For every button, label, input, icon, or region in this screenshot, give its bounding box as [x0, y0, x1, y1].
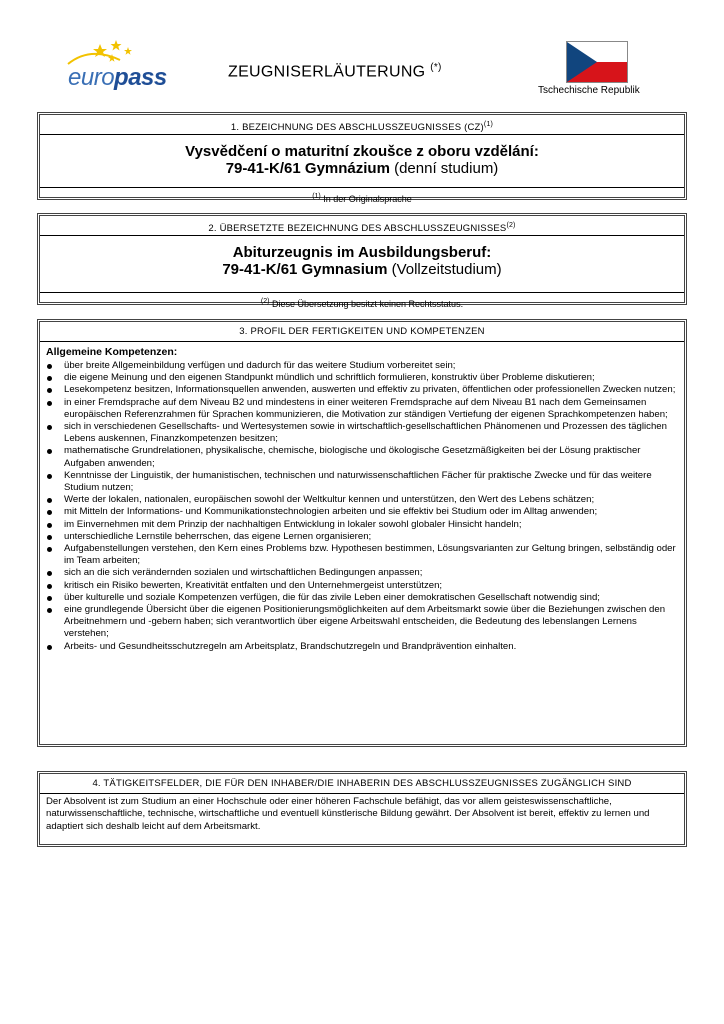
list-item: über kulturelle und soziale Kompetenzen verfügen, die für das zivile Leben einer demokratischen Gesellschaft notwendig sind; [56, 592, 678, 604]
logo-part1: euro [68, 64, 115, 91]
section-3-heading: 3. PROFIL DER FERTIGKEITEN UND KOMPETENZEN [40, 322, 684, 342]
section-3-subheading: Allgemeine Kompetenzen: [46, 346, 178, 358]
section-4-heading: 4. TÄTIGKEITSFELDER, DIE FÜR DEN INHABER/DIE INHABERIN DES ABSCHLUSSZEUGNISSES ZUGÄNGLICH SIND [40, 774, 684, 794]
list-item: über breite Allgemeinbildung verfügen und dadurch für das weitere Studium vorbereitet sein; [56, 360, 678, 372]
bullet-icon [47, 523, 52, 528]
bullet-icon [47, 596, 52, 601]
bullet-icon [47, 547, 52, 552]
section-2-heading: 2. ÜBERSETZTE BEZEICHNUNG DES ABSCHLUSSZEUGNISSES$^{(2)}$ [40, 216, 684, 236]
list-item: Werte der lokalen, nationalen, europäischen sowohl der Weltkultur kennen und unterstützen, den Wert des Lebens schätzen; [56, 494, 678, 506]
list-item: die eigene Meinung und den eigenen Standpunkt mündlich und schriftlich formulieren, konstruktiv über Probleme diskutieren; [56, 372, 678, 384]
logo-part2: pass [114, 64, 167, 91]
bullet-icon [47, 364, 52, 369]
list-item: mit Mitteln der Informations- und Kommunikationstechnologien arbeiten und sie effektiv bei Studium oder im Alltag anwenden; [56, 506, 678, 518]
country-label: Tschechische Republik [538, 85, 640, 96]
list-item: Aufgabenstellungen verstehen, den Kern eines Problems bzw. Hypothesen bestimmen, Lösungsvarianten zur Geltung bringen, selbständig oder im Team arbeiten; [56, 543, 678, 567]
bullet-icon [47, 425, 52, 430]
section-2-title [40, 236, 684, 292]
bullet-icon [47, 535, 52, 540]
bullet-icon [47, 498, 52, 503]
bullet-icon [47, 388, 52, 393]
list-item: Kenntnisse der Linguistik, der humanistischen, technischen und naturwissenschaftlichen Fächer für praktische Zwecke und für das weitere Studium nutzen; [56, 470, 678, 494]
list-item: Lesekompetenz besitzen, Informationsquellen anwenden, auswerten und effektiv zu privaten, öffentlichen oder professionellen Zwecken nutzen; [56, 384, 678, 396]
list-item: mathematische Grundrelationen, physikalische, chemische, biologische und ökologische Gesetzmäßigkeiten bei der Lösung praktischer Aufgaben anwenden; [56, 445, 678, 469]
section-1-line1: Vysvědčení o maturitní zkoušce z oboru vzdělání: [185, 143, 539, 160]
section-1-heading: 1. BEZEICHNUNG DES ABSCHLUSSZEUGNISSES (CZ)$^{(1)}$ [40, 115, 684, 135]
section-2-line2: 79-41-K/61 Gymnasium (Vollzeitstudium) [222, 261, 502, 278]
list-item: unterschiedliche Lernstile beherrschen, das eigene Lernen organisieren; [56, 531, 678, 543]
list-item: Arbeits- und Gesundheitsschutzregeln am Arbeitsplatz, Brandschutzregeln und Brandprävention einhalten. [56, 641, 678, 653]
bullet-icon [47, 645, 52, 650]
section-1-footnote: $^{(1)}$ In der Originalsprache [40, 187, 684, 205]
section-4-box [37, 771, 687, 847]
section-4-text: Der Absolvent ist zum Studium an einer Hochschule oder einer höheren Fachschule befähigt, das vor allem geisteswissenschaftliche, naturwissenschaftliche, technische, wirtschaftliche und eventuell künstlerische Bildung gewährt. Der Absolvent ist bereit, effektiv zu lernen und adaptiert sich deshalb leicht auf dem Arbeitsmarkt. [46, 796, 650, 832]
list-item: sich an die sich verändernden sozialen und wirtschaftlichen Bedingungen anpassen; [56, 567, 678, 579]
czech-flag-icon [566, 41, 628, 83]
bullet-icon [47, 571, 52, 576]
section-2-box [37, 213, 687, 309]
bullet-icon [47, 510, 52, 515]
section-1-title [40, 135, 684, 187]
section-1-line2: 79-41-K/61 Gymnázium (denní studium) [225, 160, 499, 177]
list-item: eine grundlegende Übersicht über die eigenen Positionierungsmöglichkeiten auf dem Arbeitsmarkt sowie über die Beziehungen zwischen den Arbeitnehmern und -gebern haben; sich verantwortlich über eigene Arbeitswahl entscheiden, die Bedeutung des lebenslangen Lernens verstehen; [56, 604, 678, 641]
bullet-icon [47, 376, 52, 381]
title-mark: (*) [430, 62, 442, 73]
bullet-icon [47, 449, 52, 454]
list-item: im Einvernehmen mit dem Prinzip der nachhaltigen Entwicklung in lokaler sowohl globaler Hinsicht handeln; [56, 519, 678, 531]
section-1-box [37, 112, 687, 204]
bullet-icon [47, 608, 52, 613]
title-text: ZEUGNISERLÄUTERUNG [228, 63, 426, 81]
section-3-box [37, 319, 687, 747]
bullet-icon [47, 401, 52, 406]
section-2-line1: Abiturzeugnis im Ausbildungsberuf: [232, 244, 492, 261]
bullet-icon [47, 584, 52, 589]
competence-list [40, 360, 684, 653]
section-2-footnote: $^{(2)}$ Diese Übersetzung besitzt keinen Rechtsstatus. [40, 292, 684, 310]
europass-logo [60, 38, 170, 98]
list-item: in einer Fremdsprache auf dem Niveau B2 und mindestens in einer weiteren Fremdsprache auf dem Niveau B1 nach dem Gemeinsamen europäischen Referenzrahmen für Sprachen kommunizieren, die Motivation zur ständigen Vertiefung der eigenen Sprachkompetenzen haben; [56, 397, 678, 421]
bullet-icon [47, 474, 52, 479]
document-title [228, 62, 442, 81]
list-item: sich in verschiedenen Gesellschafts- und Wertesystemen sowie in wirtschaftlich-gesellschaftlichen Phänomenen und Prozessen des täglichen Lebens auskennen, Finanzkompetenzen besitzen; [56, 421, 678, 445]
list-item: kritisch ein Risiko bewerten, Kreativität entfalten und den Unternehmergeist unterstützen; [56, 580, 678, 592]
